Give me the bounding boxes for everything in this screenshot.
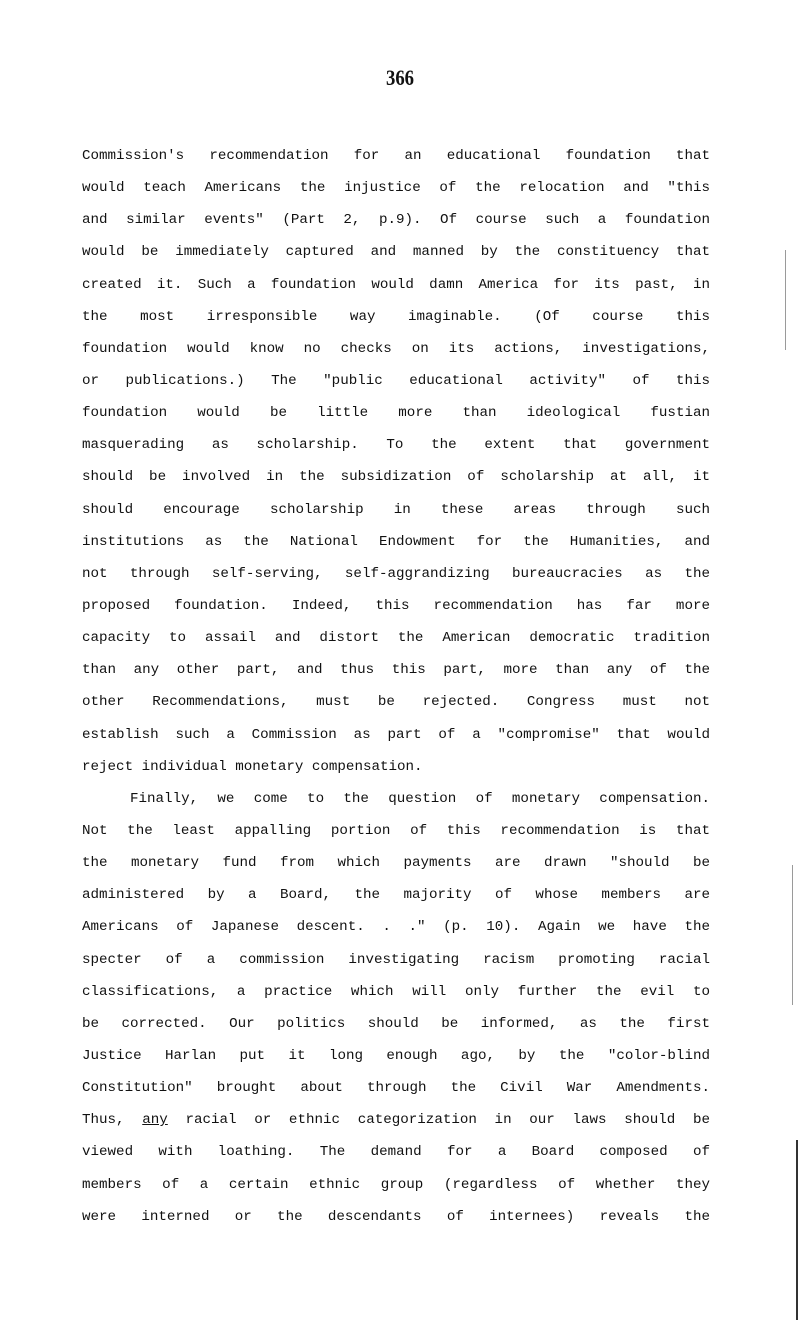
text-line [82, 1104, 710, 1136]
text-line: proposed foundation. Indeed, this recommendation has far more [82, 597, 710, 614]
text-line: would teach Americans the injustice of the relocation and "this [82, 180, 710, 197]
text-line: and similar events" (Part 2, p.9). Of course such a foundation [82, 212, 710, 229]
text-line: Americans of Japanese descent. . ." (p. 10). Again we have the [82, 919, 710, 936]
text-line: than any other part, and thus this part, more than any of the [82, 662, 710, 679]
text-line: Justice Harlan put it long enough ago, by the "color-blind [82, 1047, 710, 1064]
text-line: administered by a Board, the majority of whose members are [82, 887, 710, 904]
page-number: 366 [385, 65, 415, 90]
text-line: the monetary fund from which payments are drawn "should be [82, 855, 710, 872]
text-line: should be involved in the subsidization of scholarship at all, it [82, 469, 710, 486]
text-line: viewed with loathing. The demand for a Board composed of [82, 1144, 710, 1161]
text-line: were interned or the descendants of internees) reveals the [82, 1208, 710, 1225]
text-line: masquerading as scholarship. To the extent that government [82, 437, 710, 454]
text-line: created it. Such a foundation would damn America for its past, in [82, 276, 710, 293]
text-line: should encourage scholarship in these areas through such [82, 501, 710, 518]
text-line: be corrected. Our politics should be informed, as the first [82, 1015, 710, 1032]
text-line: the most irresponsible way imaginable. (Of course this [82, 308, 710, 325]
text-line: capacity to assail and distort the American democratic tradition [82, 630, 710, 647]
text-line: or publications.) The "public educational activity" of this [82, 372, 710, 389]
text-line: would be immediately captured and manned by the constituency that [82, 244, 710, 261]
text-line: Finally, we come to the question of monetary compensation. [130, 790, 710, 807]
text-line: Commission's recommendation for an educational foundation that [82, 148, 710, 164]
text-line: Constitution" brought about through the Civil War Amendments. [82, 1080, 710, 1097]
text-line: Not the least appalling portion of this recommendation is that [82, 822, 710, 839]
text-line: foundation would know no checks on its actions, investigations, [82, 340, 710, 357]
margin-scan-mark [785, 250, 786, 350]
text-line: establish such a Commission as part of a "compromise" that would [82, 726, 710, 743]
text-segment: racial or ethnic categorization in our laws should be [167, 1112, 710, 1129]
margin-scan-mark [796, 1140, 798, 1320]
body-text [82, 140, 710, 1233]
text-line: members of a certain ethnic group (regardless of whether they [82, 1176, 710, 1193]
text-line: not through self-serving, self-aggrandizing bureaucracies as the [82, 565, 710, 582]
margin-scan-mark [792, 865, 793, 1005]
text-line: classifications, a practice which will only further the evil to [82, 983, 710, 1000]
text-line: other Recommendations, must be rejected. Congress must not [82, 694, 710, 711]
text-line: institutions as the National Endowment for the Humanities, and [82, 533, 710, 550]
text-line: foundation would be little more than ideological fustian [82, 405, 710, 422]
text-line: reject individual monetary compensation. [82, 758, 423, 775]
text-line: specter of a commission investigating racism promoting racial [82, 951, 710, 968]
underlined-word: any [142, 1112, 168, 1129]
text-segment: Thus, [82, 1112, 143, 1129]
